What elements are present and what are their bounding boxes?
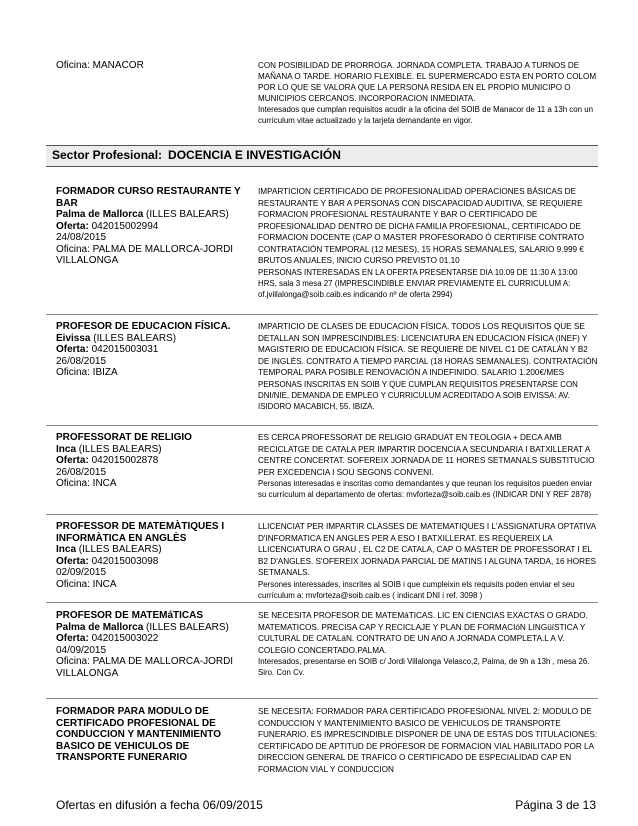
divider bbox=[46, 314, 598, 315]
offer-details bbox=[258, 186, 598, 300]
offer-contact: PERSONAS INSCRITAS EN SOIB Y QUE CUMPLAN REQUISITOS PRESENTARSE CON DNI/NIE, DEMANDA DE EMPLEO Y CURRICULUM ACREDITADO A SOIB EIVISSA: AV. ISIDORO MACABICH, 55. IBIZA. bbox=[258, 379, 578, 411]
offer-title: PROFESOR DE EDUCACION FÍSICA. bbox=[56, 321, 231, 332]
offer-contact: Personas interesadas e inscritas como demandantes y que reunan los requisitos pueden enviar su currículum al departamento de ofertas: mvforteza@soib.caib.es (INDICAR DNI Y REF 2878) bbox=[258, 479, 593, 499]
offer-office: Oficina: INCA bbox=[56, 578, 117, 590]
offer-office: Oficina: MANACOR bbox=[56, 60, 144, 71]
offer-description: ES CERCA PROFESSORAT DE RELIGIO GRADUAT EN TEOLOGIA + DECA AMB RECICLATGE DE CATALA PER IMPARTIR DOCENCIA A SECUNDARIA I BATXILLERAT A CENTRE CONCERTAT. SOFEREIX JORNADA DE 11 HORES SETMANALS SUBSTITUCIO PER EXCEDENCIA I SOU SEGONS CONVENI. bbox=[258, 433, 595, 477]
offer-summary bbox=[56, 432, 244, 490]
offer-number: Oferta: 042015002878 bbox=[56, 455, 159, 466]
offer-title: FORMADOR CURSO RESTAURANTE Y BAR bbox=[56, 186, 241, 209]
offer-description: IMPARTICION CERTIFICADO DE PROFESIONALIDAD OPERACIONES BÁSICAS DE RESTAURANTE Y BAR A PERSONAS CON DISCAPACIDAD AUDITIVA, SE REQUIERE FORMACION PROFESIONAL RESTAURANTE Y BAR O CERTIFICADO DE PROFESIONALIDAD DENTRO DE DICHA FAMILIA PROFESIONAL, CERTIFICADO DE FORMACION DOCENTE (CAP O MASTER PROFESORADO Ó CERTIFISE CONTRATO CONTRATACIÓN TEMPORAL (12 MESES), 15 HORAS SEMANALES, SALARIO 9.999 € BRUTOS ANUALES, INICIO CURSO PREVISTO 01.10 bbox=[258, 187, 585, 265]
offer-date: 04/09/2015 bbox=[56, 644, 107, 656]
sector-label: Sector Profesional: bbox=[52, 148, 163, 162]
offer-number: Oferta: 042015003031 bbox=[56, 344, 159, 355]
offer-date: 26/08/2015 bbox=[56, 466, 107, 478]
offer-title: PROFESOR DE MATEMáTICAS bbox=[56, 610, 204, 621]
offer-description: LLICENCIAT PER IMPARTIR CLASSES DE MATEMATIQUES I L'ASSIGNATURA OPTATIVA D'INFORMATICA EN ANGLES PER A ESO I BATXILLERAT. ES REQUEREIX LA LLICENCIATURA O GRAU , EL C2 DE CATALA, CAP O MASTER DE PROFESSORAT I EL B2 D'ANGLES. S'OFEREIX JORNADA PARCIAL DE MATINS I ALGUNA TARDA, 16 HORES SETMANALS. bbox=[258, 522, 596, 577]
offer-details bbox=[258, 321, 598, 412]
offer-title: PROFESSORAT DE RELIGIO bbox=[56, 432, 192, 443]
offer-location: Inca (ILLES BALEARS) bbox=[56, 544, 162, 555]
page-number: Página 3 de 13 bbox=[515, 798, 596, 812]
offer-date: 26/08/2015 bbox=[56, 355, 107, 367]
divider bbox=[46, 425, 598, 426]
offer-office: Oficina: PALMA DE MALLORCA-JORDI VILLALONGA bbox=[56, 656, 234, 679]
offer-details bbox=[258, 521, 598, 601]
offer-location: Palma de Mallorca (ILLES BALEARS) bbox=[56, 621, 229, 633]
offer-contact: Interesados que cumplan requisitos acudir a la oficina del SOIB de Manacor de 11 a 13h con un currículum vitae actualizado y la tarjeta demandante en vigor. bbox=[258, 105, 593, 125]
offer-details bbox=[258, 610, 598, 678]
offer-summary bbox=[56, 186, 244, 267]
sector-name: DOCENCIA E INVESTIGACIÓN bbox=[168, 148, 341, 162]
offer-summary bbox=[56, 706, 244, 764]
offer-description: SE NECESITA: FORMADOR PARA CERTIFICADO PROFESIONAL NIVEL 2: MODULO DE CONDUCCION Y MANTENIMIENTO BASICO DE VEHICULOS DE TRANSPORTE FUNERARIO. ES IMPRESCINDIBLE DISPONER DE UNA DE ESTAS DOS TITULACIONES: CERTIFICADO DE APTITUD DE PROFESOR DE FORMACION VIAL HABILITADO POR LA DIRECCION GENERAL DE TRAFICO O CERTIFICADO DE ESPECIALIDAD CAP EN FORMACION VIAL Y CONDUCCION bbox=[258, 707, 598, 774]
divider bbox=[46, 698, 598, 699]
offer-summary bbox=[56, 321, 244, 379]
offer-title: PROFESSOR DE MATEMÀTIQUES I INFORMÀTICA EN ANGLÈS bbox=[56, 521, 225, 544]
offer-title: FORMADOR PARA MODULO DE CERTIFICADO PROFESIONAL DE CONDUCCION Y MANTENIMIENTO BASICO DE VEHICULOS DE TRANSPORTE FUNERARIO bbox=[56, 706, 222, 763]
divider bbox=[46, 514, 598, 515]
sector-header bbox=[46, 145, 598, 167]
offer-office: Oficina: PALMA DE MALLORCA-JORDI VILLALONGA bbox=[56, 243, 234, 266]
offer-description: SE NECESITA PROFESOR DE MATEMáTICAS. LIC EN CIENCIAS EXACTAS O GRADO. MATEMATICOS. PRECISA CAP Y RECICLAJE Y PLAN DE FORMACIóN LINGüíSTICA Y CULTURAL DE CATALáN. CONTRATO DE UN AñO A JORNADA COMPLETA.L A V. COLEGIO CONCERTADO.PALMA. bbox=[258, 611, 588, 655]
footer-date-note: Ofertas en difusión a fecha 06/09/2015 bbox=[56, 798, 263, 812]
offer-description: IMPARTICIO DE CLASES DE EDUCACION FÍSICA. TODOS LOS REQUISITOS QUE SE DETALLAN SON IMPRESCINDIBLES: LICENCIATURA EN EDUCACION FÍSICA (INEF) Y MAGISTERIO DE EDUCACION FÍSICA. SE REQUIERE DE NIVEL C1 DE CATALÁN Y B2 DE INGLÉS. CONTRATO A TIEMPO PARCIAL (18 HORAS SEMANALES). CONTRATACIÓN TEMPORAL PARA POSIBLE RENOVACIÓN A INDEFINIDO. SALARIO 1.200€/MES bbox=[258, 322, 598, 377]
offer-location: Palma de Mallorca (ILLES BALEARS) bbox=[56, 209, 229, 220]
offer-date: 24/08/2015 bbox=[56, 232, 107, 243]
offer-office: Oficina: INCA bbox=[56, 478, 117, 489]
offer-number: Oferta: 042015003022 bbox=[56, 633, 159, 644]
offer-number: Oferta: 042015003098 bbox=[56, 555, 159, 567]
divider bbox=[46, 602, 598, 603]
offer-summary bbox=[56, 521, 244, 590]
offer-details bbox=[258, 706, 598, 775]
offer-details bbox=[258, 432, 598, 500]
offer-office: Oficina: IBIZA bbox=[56, 367, 118, 378]
offer-date: 02/09/2015 bbox=[56, 567, 107, 578]
offer-contact: PERSONAS INTERESADAS EN LA OFERTA PRESENTARSE DIA 10.09 DE 11:30 A 13:00 HRS, sala 3 mesa 27 (IMPRESCINDIBLE ENVIAR PREVIAMENTE EL CURRICULUM A: of.jvillalonga@soib.caib.es indicando nº de oferta 2994) bbox=[258, 267, 578, 299]
offer-location: Eivissa (ILLES BALEARS) bbox=[56, 332, 177, 344]
offer-contact: Persones interessades, inscrites al SOIB i que cumpleixin els requisits poden enviar el seu currículum a: mvforteza@soib.caib.es ( indicant DNI i ref. 3098 ) bbox=[258, 579, 575, 600]
offer-summary bbox=[56, 610, 244, 679]
offer-number: Oferta: 042015002994 bbox=[56, 220, 159, 232]
offer-description: CON POSIBILIDAD DE PRORROGA. JORNADA COMPLETA. TRABAJO A TURNOS DE MAÑANA O TARDE. HORARIO FLEXIBLE. EL SUPERMERCADO ESTA EN PORTO COLOM POR LO QUE SE VALORA QUE LA PERSONA RESIDA EN EL PROPIO MUNICIPO O MUNICIPIOS CERCANOS. INCORPORACION INMEDIATA. bbox=[258, 61, 597, 103]
offer-location: Inca (ILLES BALEARS) bbox=[56, 443, 162, 455]
offer-description-block bbox=[258, 60, 598, 126]
offer-contact: Interesados, presentarse en SOIB c/ Jordi Villalonga Velasco,2, Palma, de 9h a 13h , mesa 26. Siro. Con Cv. bbox=[258, 657, 590, 677]
